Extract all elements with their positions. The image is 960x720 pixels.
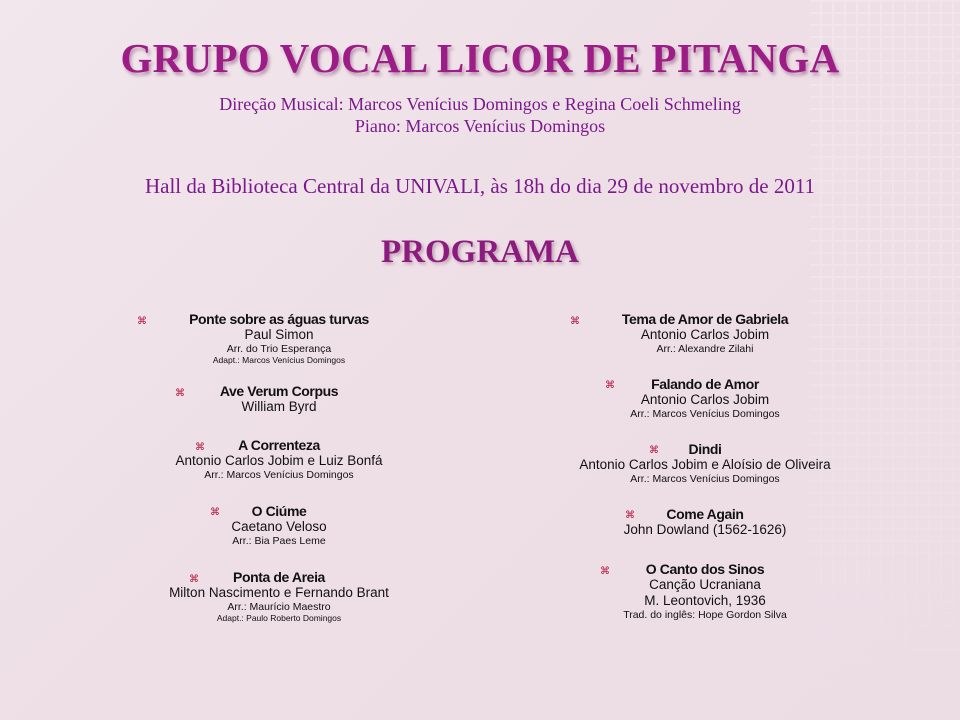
piece-composer: Canção Ucraniana	[649, 577, 761, 592]
piano-credit: Piano: Marcos Venícius Domingos	[354, 116, 606, 136]
piece-title: Ponta de Areia	[233, 569, 325, 585]
bullet-icon: ⌘	[625, 510, 635, 521]
piece-arranger: Arr.: Alexandre Zilahi	[656, 343, 754, 355]
program-item	[139, 437, 419, 481]
program-item	[565, 311, 845, 355]
bullet-icon: ⌘	[195, 442, 205, 453]
bullet-icon: ⌘	[570, 316, 580, 327]
piece-composer: Antonio Carlos Jobim e Aloísio de Oliveira	[579, 457, 831, 472]
bullet-icon: ⌘	[175, 388, 185, 399]
piece-title: Ponte sobre as águas turvas	[189, 311, 369, 327]
piece-composer: Antonio Carlos Jobim	[640, 327, 770, 342]
piece-title: Dindi	[688, 441, 722, 457]
program-item	[139, 569, 419, 623]
piece-composer: Milton Nascimento e Fernando Brant	[169, 585, 389, 600]
bullet-icon: ⌘	[600, 566, 610, 577]
program-heading: PROGRAMA	[381, 234, 579, 270]
piece-arranger: Arr.: Marcos Venícius Domingos	[204, 469, 354, 481]
bullet-icon: ⌘	[649, 445, 659, 456]
piece-adaptation: Adapt.: Marcos Venícius Domingos	[212, 355, 346, 365]
piece-arranger: Arr.: Marcos Venícius Domingos	[630, 408, 780, 420]
program-item	[565, 376, 845, 420]
bullet-icon: ⌘	[605, 380, 615, 391]
program-item	[565, 441, 845, 485]
piece-composer: Paul Simon	[244, 327, 314, 342]
piece-arranger: Arr.: Bia Paes Leme	[232, 535, 326, 547]
piece-composer: Caetano Veloso	[231, 519, 327, 534]
program-item	[565, 506, 845, 538]
piece-composer: John Dowland (1562-1626)	[623, 522, 787, 537]
piece-adaptation: Adapt.: Paulo Roberto Domingos	[216, 613, 342, 623]
piece-composer: Antonio Carlos Jobim	[640, 392, 770, 407]
piece-title: O Canto dos Sinos	[645, 561, 765, 577]
piece-composer-secondary: M. Leontovich, 1936	[644, 593, 766, 608]
piece-title: Come Again	[666, 506, 744, 522]
program-item	[565, 561, 845, 621]
bullet-icon: ⌘	[189, 574, 199, 585]
musical-direction: Direção Musical: Marcos Venícius Domingos e Regina Coeli Schmeling	[219, 94, 741, 114]
piece-arranger: Arr.: Maurício Maestro	[227, 601, 331, 613]
piece-composer: Antonio Carlos Jobim e Luiz Bonfá	[175, 453, 383, 468]
program-item	[139, 383, 419, 415]
piece-arranger: Arr. do Trio Esperança	[226, 343, 332, 355]
program-item	[139, 503, 419, 547]
bullet-icon: ⌘	[210, 507, 220, 518]
piece-composer: William Byrd	[241, 399, 317, 414]
venue-info: Hall da Biblioteca Central da UNIVALI, às 18h do dia 29 de novembro de 2011	[144, 174, 816, 198]
piece-title: A Correnteza	[238, 437, 320, 453]
piece-title: O Ciúme	[251, 503, 307, 519]
piece-title: Ave Verum Corpus	[219, 383, 339, 399]
piece-title: Tema de Amor de Gabriela	[621, 311, 789, 327]
piece-title: Falando de Amor	[651, 376, 759, 392]
page-title: GRUPO VOCAL LICOR DE PITANGA	[120, 35, 840, 81]
program-item	[139, 311, 419, 365]
piece-translation: Trad. do inglês: Hope Gordon Silva	[623, 609, 787, 621]
bullet-icon: ⌘	[137, 316, 147, 327]
piece-arranger: Arr.: Marcos Venícius Domingos	[630, 473, 780, 485]
